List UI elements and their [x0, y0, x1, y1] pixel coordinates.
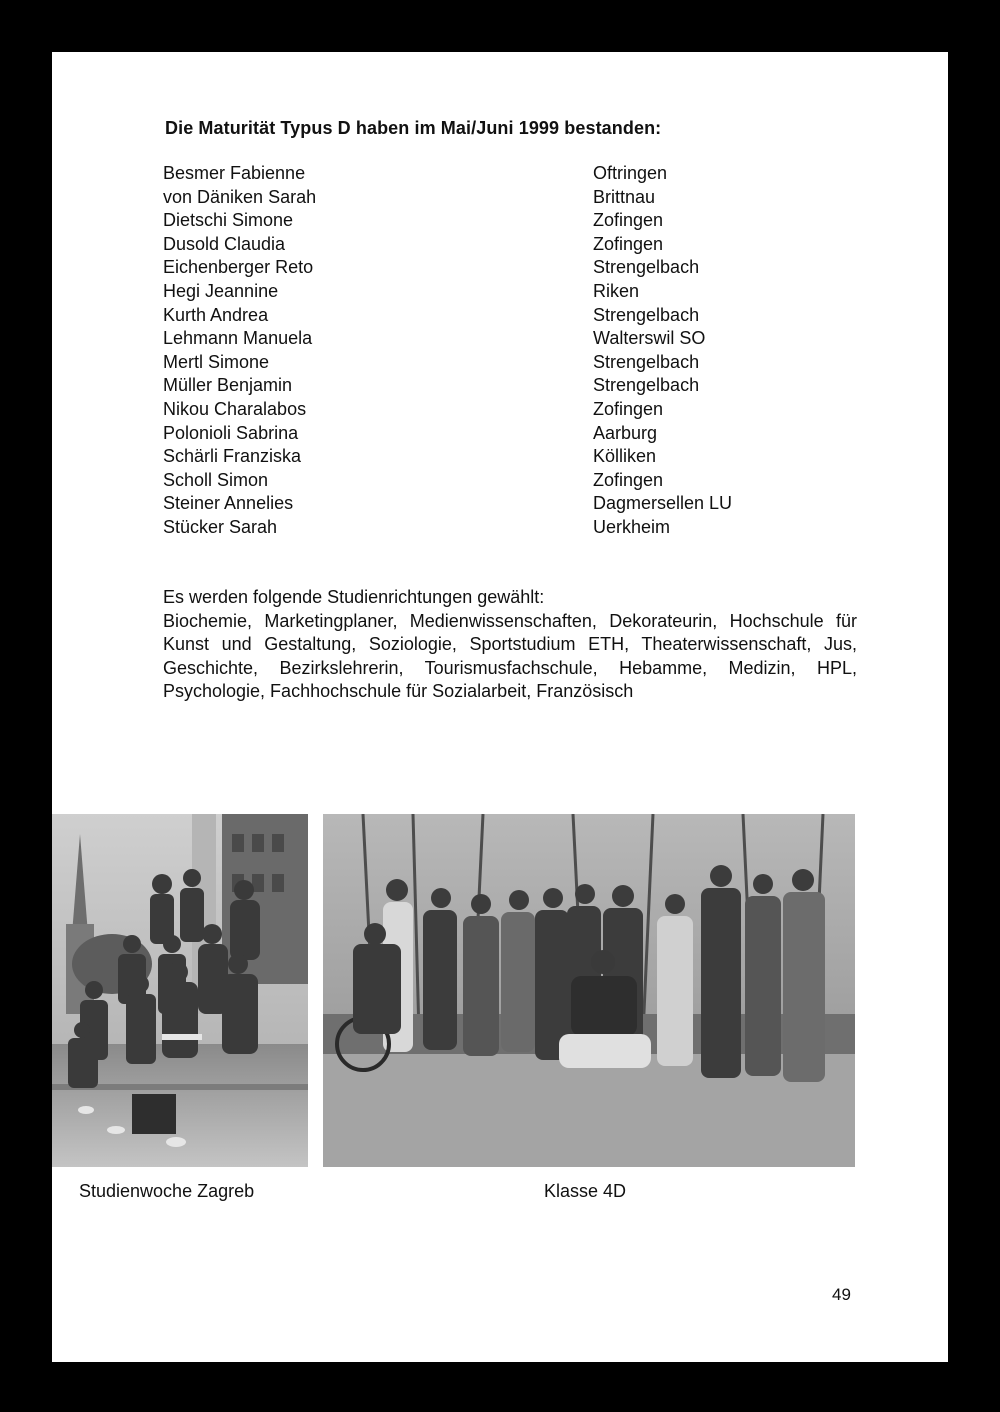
graduate-town: Zofingen [593, 398, 664, 419]
right-photo-caption: Klasse 4D [544, 1181, 627, 1201]
list-item [163, 469, 803, 493]
graduate-town: Strengelbach [593, 351, 700, 372]
list-item [163, 280, 803, 304]
list-item [163, 233, 803, 257]
graduate-name: Eichenberger Reto [163, 257, 314, 278]
list-item [163, 516, 803, 540]
graduate-name: Kurth Andrea [163, 304, 269, 325]
studies-paragraph [163, 586, 857, 704]
graduate-name: Steiner Annelies [163, 493, 294, 514]
list-item [163, 162, 803, 186]
list-item [163, 186, 803, 210]
graduate-name: Mertl Simone [163, 351, 270, 372]
left-photo-caption: Studienwoche Zagreb [79, 1181, 255, 1201]
graduate-town: Zofingen [593, 210, 664, 231]
graduate-name: Müller Benjamin [163, 375, 293, 396]
graduates-list [163, 162, 803, 540]
graduate-town: Zofingen [593, 469, 664, 490]
photo-klasse-4d [323, 814, 855, 1167]
graduate-town: Walterswil SO [593, 328, 706, 349]
graduate-town: Strengelbach [593, 375, 700, 396]
graduate-town: Dagmersellen LU [593, 493, 733, 514]
studies-list: Biochemie, Marketingplaner, Medienwissenschaften, Dekorateurin, Hochschule für Kunst und Gestaltung, Soziologie, Sportstudium ETH, Theaterwissenschaft, Jus, Geschichte, Bezirkslehrerin, Tourismusfachschule, Hebamme, Medizin, HPL, Psychologie, Fachhochschule für Sozialarbeit, Französisch [163, 610, 857, 702]
list-item [163, 209, 803, 233]
graduate-name: Lehmann Manuela [163, 328, 313, 349]
graduate-name: Besmer Fabienne [163, 163, 306, 183]
graduate-name: Schärli Franziska [163, 446, 302, 467]
document-page [52, 52, 948, 1362]
list-item [163, 492, 803, 516]
page-heading: Die Maturität Typus D haben im Mai/Juni 1999 bestanden: [165, 118, 662, 138]
graduate-town: Strengelbach [593, 304, 700, 325]
graduate-name: Dietschi Simone [163, 210, 294, 231]
graduate-name: Nikou Charalabos [163, 398, 307, 419]
group-photo-class [323, 814, 855, 1167]
graduate-name: Stücker Sarah [163, 516, 278, 537]
list-item [163, 422, 803, 446]
graduate-name: Scholl Simon [163, 469, 269, 490]
graduate-town: Strengelbach [593, 257, 700, 278]
graduate-town: Riken [593, 280, 640, 301]
list-item [163, 304, 803, 328]
studies-intro: Es werden folgende Studienrichtungen gewählt: [163, 587, 545, 607]
graduate-town: Oftringen [593, 163, 668, 183]
graduate-town: Uerkheim [593, 516, 671, 537]
page-number: 49 [832, 1285, 851, 1304]
list-item [163, 256, 803, 280]
list-item [163, 374, 803, 398]
graduate-town: Zofingen [593, 233, 664, 254]
graduate-town: Kölliken [593, 446, 657, 467]
photo-studienwoche-zagreb [52, 814, 308, 1167]
group-photo-zagreb [52, 814, 308, 1167]
graduate-town: Brittnau [593, 186, 656, 207]
graduate-name: Hegi Jeannine [163, 280, 279, 301]
graduate-name: Dusold Claudia [163, 233, 286, 254]
graduate-town: Aarburg [593, 422, 658, 443]
list-item [163, 351, 803, 375]
graduate-name: Polonioli Sabrina [163, 422, 299, 443]
list-item [163, 327, 803, 351]
list-item [163, 445, 803, 469]
graduate-name: von Däniken Sarah [163, 186, 317, 207]
list-item [163, 398, 803, 422]
